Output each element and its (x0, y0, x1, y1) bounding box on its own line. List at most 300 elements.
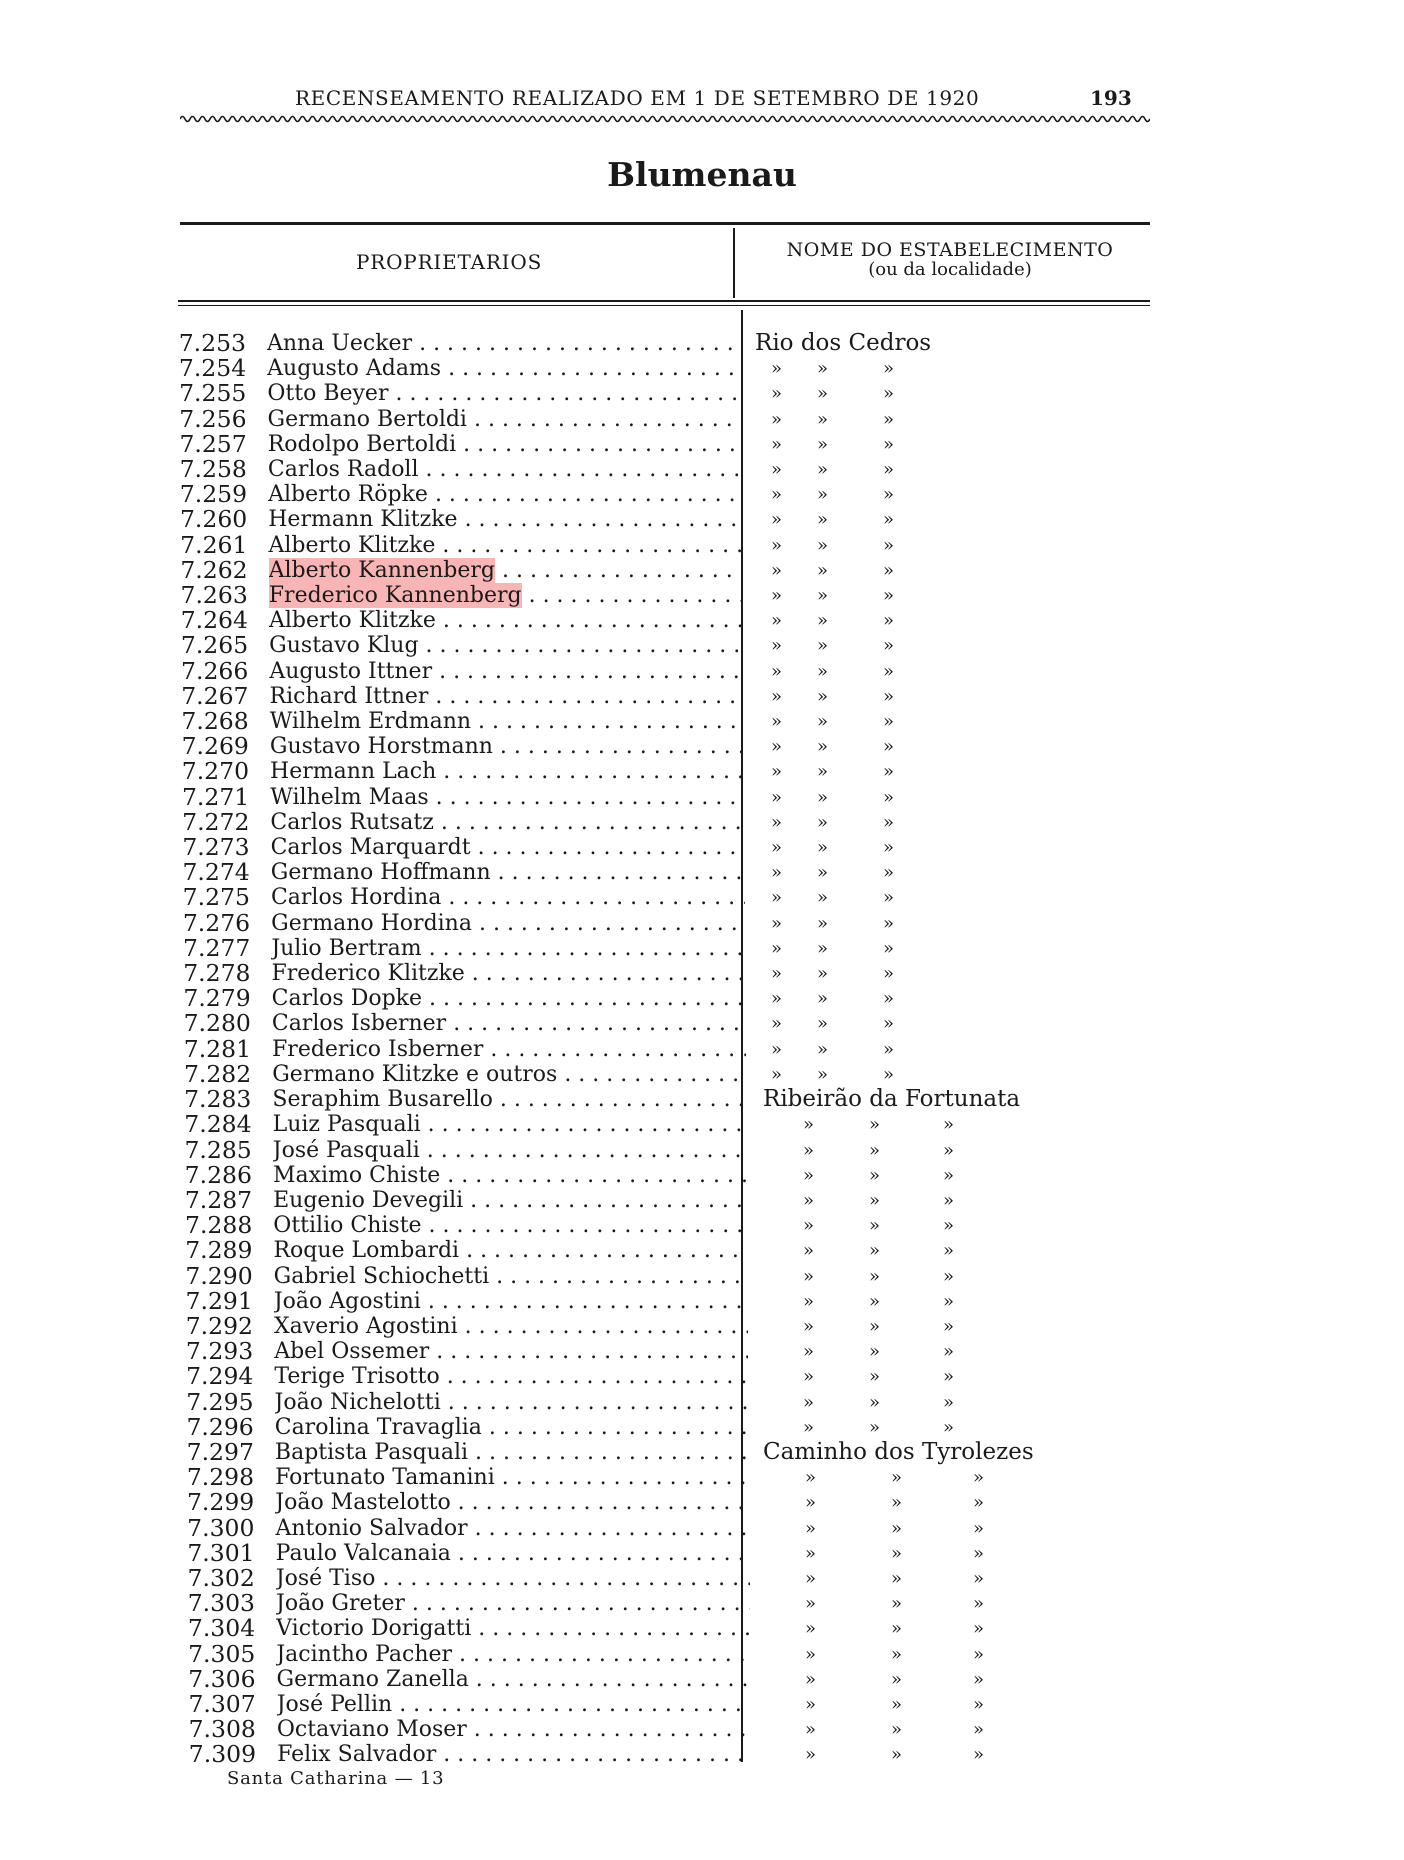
ditto-mark: » (805, 1467, 817, 1489)
ditto-mark: » (869, 1315, 881, 1337)
ditto-mark: » (771, 1013, 783, 1035)
ditto-mark: » (803, 1366, 815, 1388)
owner-name-text: Frederico Kannenberg (268, 583, 522, 609)
owner-name (267, 381, 741, 406)
row-number: 7.304 (187, 1614, 256, 1643)
owner-name (277, 1667, 751, 1692)
column-header-establishment-title: NOME DO ESTABELECIMENTO (786, 239, 1114, 261)
table-row (0, 1185, 1404, 1214)
ditto-mark: » (817, 559, 829, 581)
column-header-establishment-subtitle: (ou da localidade) (868, 259, 1032, 280)
ditto-mark: » (883, 887, 895, 909)
header-bottom-rule-2 (178, 305, 1150, 306)
city-title: Blumenau (607, 155, 797, 194)
table-row (0, 1639, 1404, 1668)
ditto-mark: » (817, 937, 829, 959)
table-row (0, 1616, 1404, 1641)
ditto-mark: » (803, 1139, 815, 1161)
row-number: 7.305 (188, 1639, 256, 1668)
ditto-mark: » (943, 1139, 955, 1161)
owner-name (276, 1566, 750, 1591)
owner-name (267, 331, 741, 356)
owner-name-text: Frederico Isberner (272, 1036, 484, 1062)
owner-name-text: Hermann Klitzke (268, 507, 458, 533)
row-number: 7.308 (188, 1715, 256, 1744)
ditto-mark: » (817, 736, 829, 758)
row-number: 7.301 (187, 1538, 255, 1567)
ditto-mark: » (803, 1265, 815, 1287)
owner-name (268, 457, 742, 482)
owner-name-text: Frederico Klitzke (271, 961, 465, 987)
ditto-mark: » (805, 1643, 817, 1665)
owner-name-text: Carlos Radoll (267, 457, 419, 483)
owner-name (272, 1011, 746, 1036)
owner-name-text: Augusto Adams (267, 356, 442, 382)
owner-name (268, 407, 742, 432)
ditto-mark: » (973, 1467, 985, 1489)
owner-name (273, 1138, 747, 1163)
owner-name (271, 860, 745, 885)
owner-name (271, 911, 745, 936)
ditto-mark: » (817, 1063, 829, 1085)
ditto-mark: » (817, 610, 829, 632)
owner-name-text: Alberto Kannenberg (268, 557, 496, 583)
owner-name (273, 1163, 747, 1188)
owner-name (268, 432, 742, 457)
establishment-cell (755, 1440, 1135, 1465)
table-row (0, 1311, 1404, 1340)
owner-name (273, 1213, 747, 1238)
owner-name-text: Felix Salvador (277, 1742, 437, 1768)
ditto-mark: » (891, 1643, 903, 1665)
row-number: 7.275 (182, 883, 250, 912)
owner-name-text: Rodolpo Bertoldi (267, 431, 457, 457)
ditto-mark: » (869, 1391, 881, 1413)
owner-name-text: Germano Hordina (271, 910, 472, 936)
ditto-mark: » (771, 459, 783, 481)
ditto-mark: » (869, 1290, 881, 1312)
ditto-mark: » (891, 1542, 903, 1564)
table-row (0, 885, 1404, 910)
owner-name (274, 1314, 748, 1339)
row-number: 7.253 (178, 329, 246, 357)
ditto-mark: » (803, 1240, 815, 1262)
ditto-mark: » (817, 963, 829, 985)
ditto-mark: » (883, 761, 895, 783)
table-row (0, 608, 1404, 633)
ditto-mark: » (869, 1341, 881, 1363)
owner-name-text: Luiz Pasquali (272, 1112, 421, 1138)
ditto-mark: » (817, 433, 829, 455)
ditto-mark: » (883, 585, 895, 607)
owner-name-text: Antonio Salvador (275, 1515, 468, 1541)
owner-name-text: Germano Zanella (276, 1666, 469, 1692)
ditto-mark: » (771, 433, 783, 455)
ditto-mark: » (883, 1038, 895, 1060)
owner-name-text: Terige Trisotto (274, 1364, 440, 1390)
table-row (0, 656, 1404, 685)
ditto-mark: » (771, 484, 783, 506)
ditto-mark: » (803, 1114, 815, 1136)
ditto-mark: » (771, 660, 783, 682)
ditto-mark: » (771, 837, 783, 859)
owner-name (272, 1037, 746, 1062)
table-row (0, 1087, 1404, 1112)
ditto-mark: » (805, 1668, 817, 1690)
ditto-mark: » (817, 811, 829, 833)
ditto-mark: » (891, 1744, 903, 1766)
ditto-mark: » (883, 837, 895, 859)
owner-name (268, 482, 742, 507)
table-row (0, 1059, 1404, 1088)
ditto-mark: » (817, 887, 829, 909)
row-number: 7.276 (182, 908, 251, 937)
ditto-mark: » (883, 459, 895, 481)
table-row (0, 381, 1404, 406)
ditto-mark: » (869, 1139, 881, 1161)
owner-name (268, 533, 742, 558)
page-footer: Santa Catharina — 13 (227, 1768, 445, 1789)
ditto-mark: » (869, 1189, 881, 1211)
row-number: 7.289 (185, 1236, 253, 1265)
owner-name (271, 936, 745, 961)
owner-name-text: Anna Uecker (267, 331, 413, 356)
row-number: 7.292 (185, 1311, 254, 1340)
ditto-mark: » (943, 1189, 955, 1211)
row-number: 7.291 (185, 1286, 253, 1315)
row-number: 7.297 (186, 1437, 254, 1466)
ditto-mark: » (805, 1542, 817, 1564)
ditto-mark: » (883, 433, 895, 455)
table-row (0, 1034, 1404, 1063)
row-number: 7.274 (182, 858, 250, 887)
ditto-mark: » (805, 1567, 817, 1589)
ditto-mark: » (817, 761, 829, 783)
ditto-mark: » (771, 534, 783, 556)
locality-name: Rio dos Cedros (755, 330, 932, 356)
owner-name-text: Alberto Klitzke (268, 608, 436, 634)
owner-name (270, 810, 744, 835)
header-column-divider (733, 228, 735, 298)
ditto-mark: » (869, 1164, 881, 1186)
row-number: 7.294 (186, 1362, 254, 1391)
ditto-mark: » (805, 1593, 817, 1615)
owner-name-text: José Tiso (275, 1565, 376, 1591)
table-row (0, 1742, 1404, 1767)
owner-name (274, 1264, 748, 1289)
table-row (0, 482, 1404, 507)
row-number: 7.282 (183, 1059, 252, 1088)
ditto-mark: » (817, 711, 829, 733)
ditto-mark: » (973, 1567, 985, 1589)
establishment-cell (755, 331, 1135, 356)
ditto-mark: » (817, 685, 829, 707)
ditto-mark: » (771, 862, 783, 884)
ditto-mark: » (869, 1114, 881, 1136)
ditto-mark: » (817, 585, 829, 607)
owner-name (275, 1516, 749, 1541)
row-number: 7.263 (180, 581, 248, 610)
ditto-mark: » (883, 1063, 895, 1085)
owner-name-text: João Nichelotti (274, 1389, 441, 1415)
table-row (0, 1437, 1404, 1466)
ditto-mark: » (805, 1517, 817, 1539)
owner-name-text: João Agostini (273, 1288, 421, 1314)
owner-name (274, 1289, 748, 1314)
owner-name-text: Carlos Isberner (271, 1011, 447, 1037)
ditto-mark: » (943, 1416, 955, 1438)
row-number: 7.261 (180, 530, 248, 559)
ditto-mark: » (771, 761, 783, 783)
table-row (0, 1135, 1404, 1164)
row-number: 7.254 (178, 354, 247, 383)
owner-name-text: Carlos Hordina (270, 885, 442, 911)
ditto-mark: » (817, 1013, 829, 1035)
owner-name-text: Octaviano Moser (276, 1717, 467, 1743)
owner-name (275, 1415, 749, 1440)
table-row (0, 1563, 1404, 1592)
ditto-mark: » (817, 988, 829, 1010)
ditto-mark: » (869, 1366, 881, 1388)
row-number: 7.306 (188, 1664, 256, 1693)
ditto-mark: » (883, 559, 895, 581)
table-row (0, 404, 1404, 433)
ditto-mark: » (973, 1744, 985, 1766)
owner-name-text: Julio Bertram (271, 935, 422, 961)
owner-name (269, 633, 743, 658)
ditto-mark: » (803, 1315, 815, 1337)
owner-name-text: Seraphim Busarello (272, 1087, 493, 1113)
ditto-mark: » (883, 963, 895, 985)
owners-list (0, 331, 1404, 1768)
ditto-mark: » (805, 1618, 817, 1640)
ditto-mark: » (883, 358, 895, 380)
ditto-mark: » (771, 559, 783, 581)
owner-name (269, 558, 743, 583)
owner-name-text: Germano Klitzke e outros (272, 1061, 558, 1087)
header-bottom-rule (178, 300, 1150, 302)
row-number: 7.273 (182, 833, 250, 862)
owner-name-text: Carlos Rutsatz (270, 809, 434, 835)
owner-name (272, 961, 746, 986)
table-row (0, 356, 1404, 381)
row-number: 7.269 (181, 732, 249, 761)
owner-name-text: Eugenio Devegili (273, 1187, 464, 1213)
ditto-mark: » (805, 1693, 817, 1715)
ditto-mark: » (817, 1038, 829, 1060)
ditto-mark: » (803, 1189, 815, 1211)
row-number: 7.295 (186, 1387, 254, 1416)
row-number: 7.300 (187, 1513, 255, 1542)
ditto-mark: » (771, 685, 783, 707)
ditto-mark: » (943, 1290, 955, 1312)
ditto-mark: » (817, 837, 829, 859)
row-number: 7.287 (184, 1185, 253, 1214)
owner-name-text: Wilhelm Erdmann (269, 709, 472, 735)
ditto-mark: » (943, 1265, 955, 1287)
ditto-mark: » (973, 1643, 985, 1665)
page-number: 193 (1090, 86, 1132, 110)
owner-name (273, 1188, 747, 1213)
owner-name (276, 1541, 750, 1566)
ditto-mark: » (883, 862, 895, 884)
owner-name (275, 1440, 749, 1465)
ditto-mark: » (771, 811, 783, 833)
running-title: RECENSEAMENTO REALIZADO EM 1 DE SETEMBRO DE 1920 (295, 86, 980, 110)
owner-name (275, 1390, 749, 1415)
table-row (0, 1664, 1404, 1693)
ditto-mark: » (771, 509, 783, 531)
ditto-mark: » (973, 1542, 985, 1564)
ditto-mark: » (891, 1618, 903, 1640)
owner-name (267, 356, 741, 381)
ditto-mark: » (817, 383, 829, 405)
ditto-mark: » (891, 1668, 903, 1690)
ditto-mark: » (803, 1290, 815, 1312)
ditto-mark: » (771, 610, 783, 632)
table-top-rule (180, 222, 1150, 225)
owner-name-text: Wilhelm Maas (270, 784, 429, 810)
table-row (0, 1261, 1404, 1290)
row-number: 7.299 (186, 1488, 255, 1517)
table-row (0, 555, 1404, 584)
ditto-mark: » (817, 358, 829, 380)
ditto-mark: » (883, 937, 895, 959)
owner-name-text: Baptista Pasquali (274, 1439, 469, 1465)
owner-name-text: Victorio Dorigatti (276, 1616, 472, 1642)
ditto-mark: » (771, 635, 783, 657)
ditto-mark: » (803, 1164, 815, 1186)
ditto-mark: » (771, 963, 783, 985)
owner-name (275, 1490, 749, 1515)
ditto-mark: » (883, 988, 895, 1010)
row-number: 7.279 (183, 984, 251, 1013)
owner-name (272, 1062, 746, 1087)
row-number: 7.290 (185, 1261, 253, 1290)
table-row (0, 1689, 1404, 1718)
owner-name-text: Paulo Valcanaia (275, 1540, 451, 1566)
ditto-mark: » (891, 1567, 903, 1589)
ditto-mark: » (973, 1492, 985, 1514)
ditto-mark: » (817, 459, 829, 481)
table-row (0, 1387, 1404, 1416)
owner-name-text: José Pellin (276, 1691, 393, 1717)
ditto-mark: » (943, 1341, 955, 1363)
owner-name (276, 1616, 750, 1641)
table-row (0, 457, 1404, 482)
row-number: 7.283 (184, 1085, 252, 1114)
row-number: 7.303 (187, 1589, 255, 1618)
locality-name: Caminho dos Tyrolezes (763, 1438, 1034, 1465)
table-row (0, 782, 1404, 811)
ditto-mark: » (817, 534, 829, 556)
table-row (0, 1591, 1404, 1616)
owner-name (269, 659, 743, 684)
owner-name-text: Xaverio Agostini (274, 1313, 458, 1339)
owner-name (270, 785, 744, 810)
owner-name-text: Carlos Marquardt (270, 835, 471, 861)
owner-name (268, 507, 742, 532)
row-number: 7.264 (180, 606, 248, 635)
table-row (0, 530, 1404, 559)
table-row (0, 1112, 1404, 1137)
owner-name-text: Otto Beyer (267, 381, 389, 407)
ditto-mark: » (943, 1366, 955, 1388)
ditto-mark: » (805, 1719, 817, 1741)
ditto-mark: » (891, 1593, 903, 1615)
owner-name-text: Fortunato Tamanini (275, 1465, 495, 1491)
ditto-mark: » (771, 887, 783, 909)
ditto-mark: » (771, 937, 783, 959)
ditto-mark: » (803, 1416, 815, 1438)
ditto-mark: » (771, 912, 783, 934)
owner-name (274, 1339, 748, 1364)
table-row (0, 1538, 1404, 1567)
ditto-mark: » (817, 862, 829, 884)
ditto-mark: » (771, 1038, 783, 1060)
owner-name-text: Gustavo Klug (269, 633, 419, 659)
row-number: 7.302 (187, 1563, 255, 1592)
ditto-mark: » (943, 1164, 955, 1186)
owner-name-text: Abel Ossemer (274, 1339, 430, 1365)
owner-name (271, 835, 745, 860)
owner-name (269, 608, 743, 633)
row-number: 7.278 (183, 959, 251, 988)
ditto-mark: » (883, 610, 895, 632)
column-header-owners: PROPRIETARIOS (356, 250, 543, 274)
establishment-cell (755, 1087, 1135, 1112)
table-row (0, 633, 1404, 658)
owner-name (275, 1465, 749, 1490)
row-number: 7.267 (181, 681, 249, 710)
row-number: 7.257 (179, 429, 247, 458)
table-row (0, 860, 1404, 885)
ditto-mark: » (771, 358, 783, 380)
ditto-mark: » (869, 1265, 881, 1287)
table-row (0, 908, 1404, 937)
owner-name (270, 684, 744, 709)
table-row (0, 1286, 1404, 1315)
ditto-mark: » (883, 534, 895, 556)
table-row (0, 961, 1404, 986)
ditto-mark: » (891, 1693, 903, 1715)
wavy-rule (180, 112, 1150, 126)
ditto-mark: » (891, 1517, 903, 1539)
owner-name-text: Gustavo Horstmann (269, 734, 493, 760)
owner-name-text: Alberto Röpke (268, 482, 428, 508)
ditto-mark: » (943, 1114, 955, 1136)
ditto-mark: » (771, 408, 783, 430)
owner-name (276, 1591, 750, 1616)
owner-name-text: Carolina Travaglia (274, 1414, 482, 1440)
owner-name-text: Roque Lombardi (273, 1238, 460, 1264)
row-number: 7.296 (186, 1412, 254, 1441)
owner-name-text: Alberto Klitzke (268, 532, 436, 558)
ditto-mark: » (869, 1240, 881, 1262)
row-number: 7.255 (179, 379, 247, 408)
ditto-mark: » (771, 711, 783, 733)
ditto-mark: » (943, 1215, 955, 1237)
table-row (0, 1213, 1404, 1238)
row-number: 7.265 (180, 631, 249, 660)
owner-name-text: Gabriel Schiochetti (273, 1263, 490, 1289)
ditto-mark: » (803, 1215, 815, 1237)
ditto-mark: » (943, 1240, 955, 1262)
owner-name-text: Maximo Chiste (272, 1162, 441, 1188)
owner-name (277, 1742, 751, 1767)
owner-name (273, 1112, 747, 1137)
owner-name-text: Richard Ittner (269, 683, 429, 709)
